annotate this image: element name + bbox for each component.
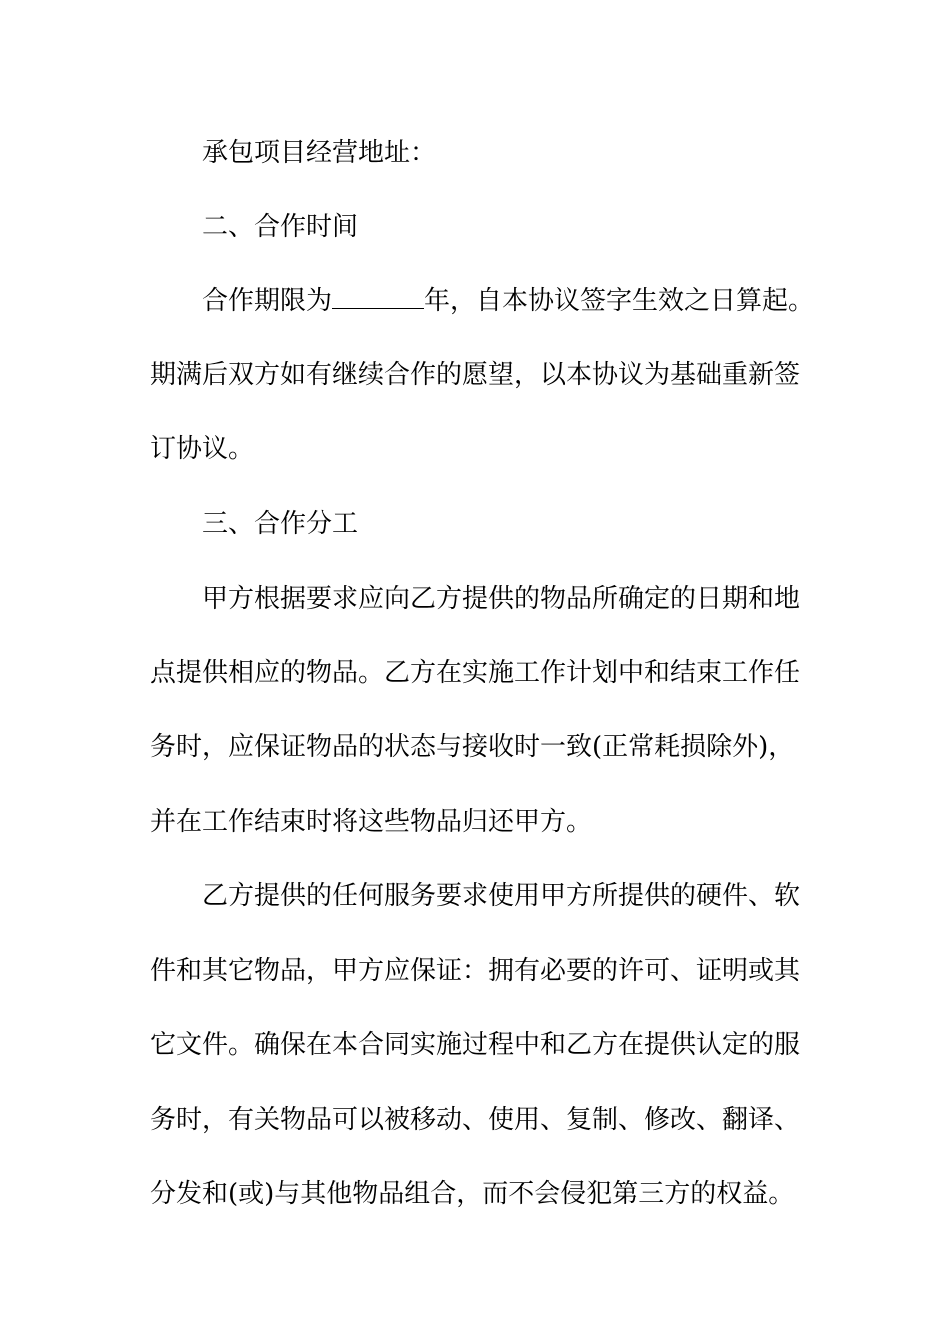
paragraph-line: 订协议。 <box>150 434 255 464</box>
paragraph-line: 务时，有关物品可以被移动、使用、复制、修改、翻译、 <box>150 1105 801 1135</box>
section-heading-division-of-work: 三、合作分工 <box>202 509 359 539</box>
term-prefix: 合作期限为 <box>202 286 333 316</box>
term-years-blank <box>332 286 424 309</box>
paragraph-line: 乙方提供的任何服务要求使用甲方所提供的硬件、软 <box>202 881 801 911</box>
paragraph-line: 它文件。确保在本合同实施过程中和乙方在提供认定的服 <box>150 1030 801 1060</box>
paragraph-line: 期满后双方如有继续合作的愿望，以本协议为基础重新签 <box>150 360 801 390</box>
term-suffix: 年，自本协议签字生效之日算起。 <box>424 286 815 316</box>
paragraph-line: 点提供相应的物品。乙方在实施工作计划中和结束工作任 <box>150 658 801 688</box>
paragraph-line: 务时，应保证物品的状态与接收时一致(正常耗损除外)， <box>150 732 795 762</box>
paragraph-line: 甲方根据要求应向乙方提供的物品所确定的日期和地 <box>202 584 801 614</box>
paragraph-line: 件和其它物品，甲方应保证：拥有必要的许可、证明或其 <box>150 956 801 986</box>
paragraph-line: 分发和(或)与其他物品组合，而不会侵犯第三方的权益。 <box>150 1179 795 1209</box>
term-line <box>202 285 814 317</box>
address-line: 承包项目经营地址： <box>202 138 437 168</box>
paragraph-line: 并在工作结束时将这些物品归还甲方。 <box>150 807 593 837</box>
section-heading-cooperation-time: 二、合作时间 <box>202 212 359 242</box>
